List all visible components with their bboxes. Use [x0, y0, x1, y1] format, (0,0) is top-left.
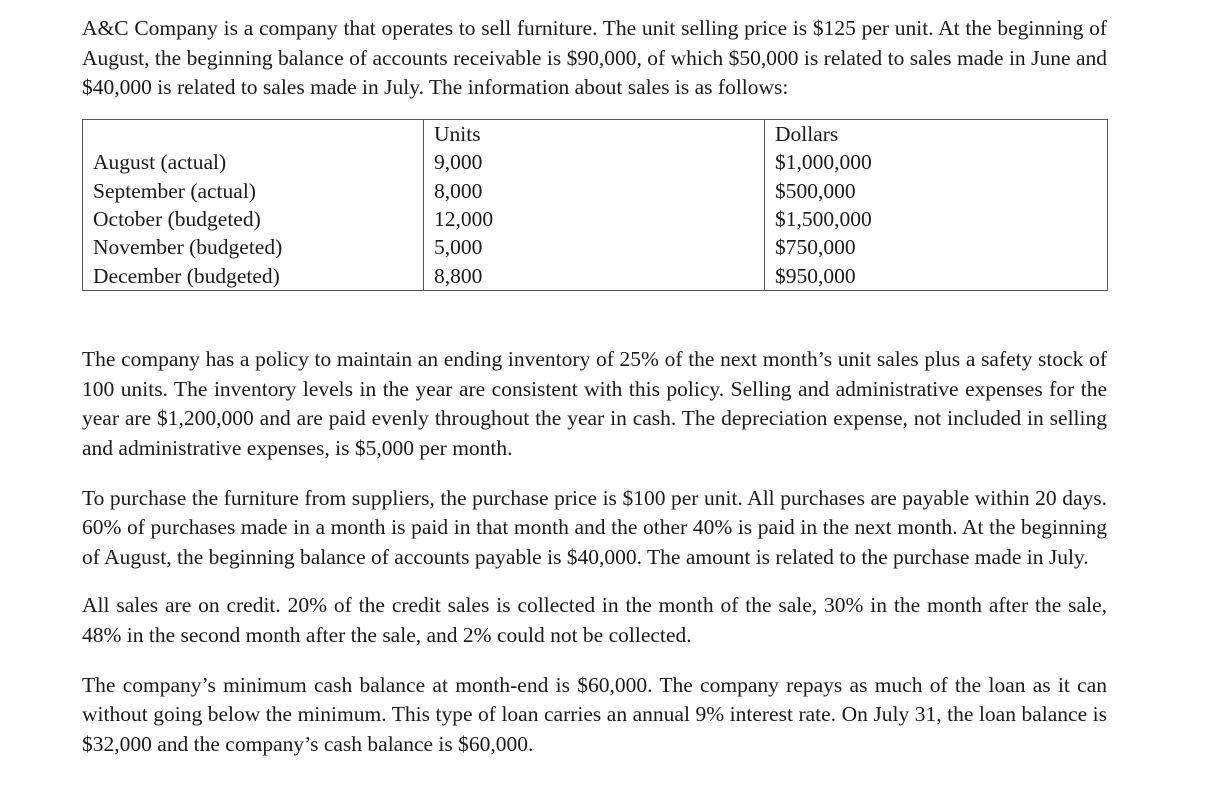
header-dollars: Dollars: [765, 119, 1108, 148]
cell-month: August (actual): [83, 148, 424, 176]
cell-dollars: $1,000,000: [765, 148, 1108, 176]
table-row: [83, 148, 1108, 176]
cell-units: 5,000: [424, 233, 765, 261]
cell-units: 12,000: [424, 205, 765, 233]
inventory-policy-paragraph: The company has a policy to maintain an ending inventory of 25% of the next month’s unit sales plus a safety stock of 100 units. The inventory levels in the year are consistent with this policy. Selling and administrative expenses for the year are $1,200,000 and are paid evenly throughout the year in cash. The depreciation expense, not included in selling and administrative expenses, is $5,000 per month.: [82, 347, 1107, 460]
cell-month: November (budgeted): [83, 233, 424, 261]
table-row: [83, 233, 1108, 261]
sales-table: [82, 119, 1108, 291]
cell-units: 8,000: [424, 177, 765, 205]
table-row: [83, 262, 1108, 291]
cell-units: 9,000: [424, 148, 765, 176]
cell-month: September (actual): [83, 177, 424, 205]
cell-dollars: $500,000: [765, 177, 1108, 205]
cell-month: December (budgeted): [83, 262, 424, 291]
intro-paragraph: A&C Company is a company that operates to sell furniture. The unit selling price is $125 per unit. At the beginning of August, the beginning balance of accounts receivable is $90,000, of which $50,000 is related to sales made in June and $40,000 is related to sales made in July. The information about sales is as follows:: [82, 16, 1107, 100]
table-row: [83, 205, 1108, 233]
cell-units: 8,800: [424, 262, 765, 291]
table-header-row: [83, 119, 1108, 148]
cell-dollars: $1,500,000: [765, 205, 1108, 233]
cell-dollars: $950,000: [765, 262, 1108, 291]
header-units: Units: [424, 119, 765, 148]
table-row: [83, 177, 1108, 205]
header-month: [83, 119, 424, 148]
document-page: [82, 14, 1107, 759]
cash-balance-paragraph: The company’s minimum cash balance at month-end is $60,000. The company repays as much of the loan as it can without going below the minimum. This type of loan carries an annual 9% interest rate. On July 31, the loan balance is $32,000 and the company’s cash balance is $60,000.: [82, 672, 1107, 756]
purchases-paragraph: To purchase the furniture from suppliers, the purchase price is $100 per unit. All purchases are payable within 20 days. 60% of purchases made in a month is paid in that month and the other 40% is paid in the next month. At the beginning of August, the beginning balance of accounts payable is $40,000. The amount is related to the purchase made in July.: [82, 485, 1107, 569]
collections-paragraph: All sales are on credit. 20% of the credit sales is collected in the month of the sale, 30% in the month after the sale, 48% in the second month after the sale, and 2% could not be collected.: [82, 593, 1107, 647]
cell-month: October (budgeted): [83, 205, 424, 233]
cell-dollars: $750,000: [765, 233, 1108, 261]
